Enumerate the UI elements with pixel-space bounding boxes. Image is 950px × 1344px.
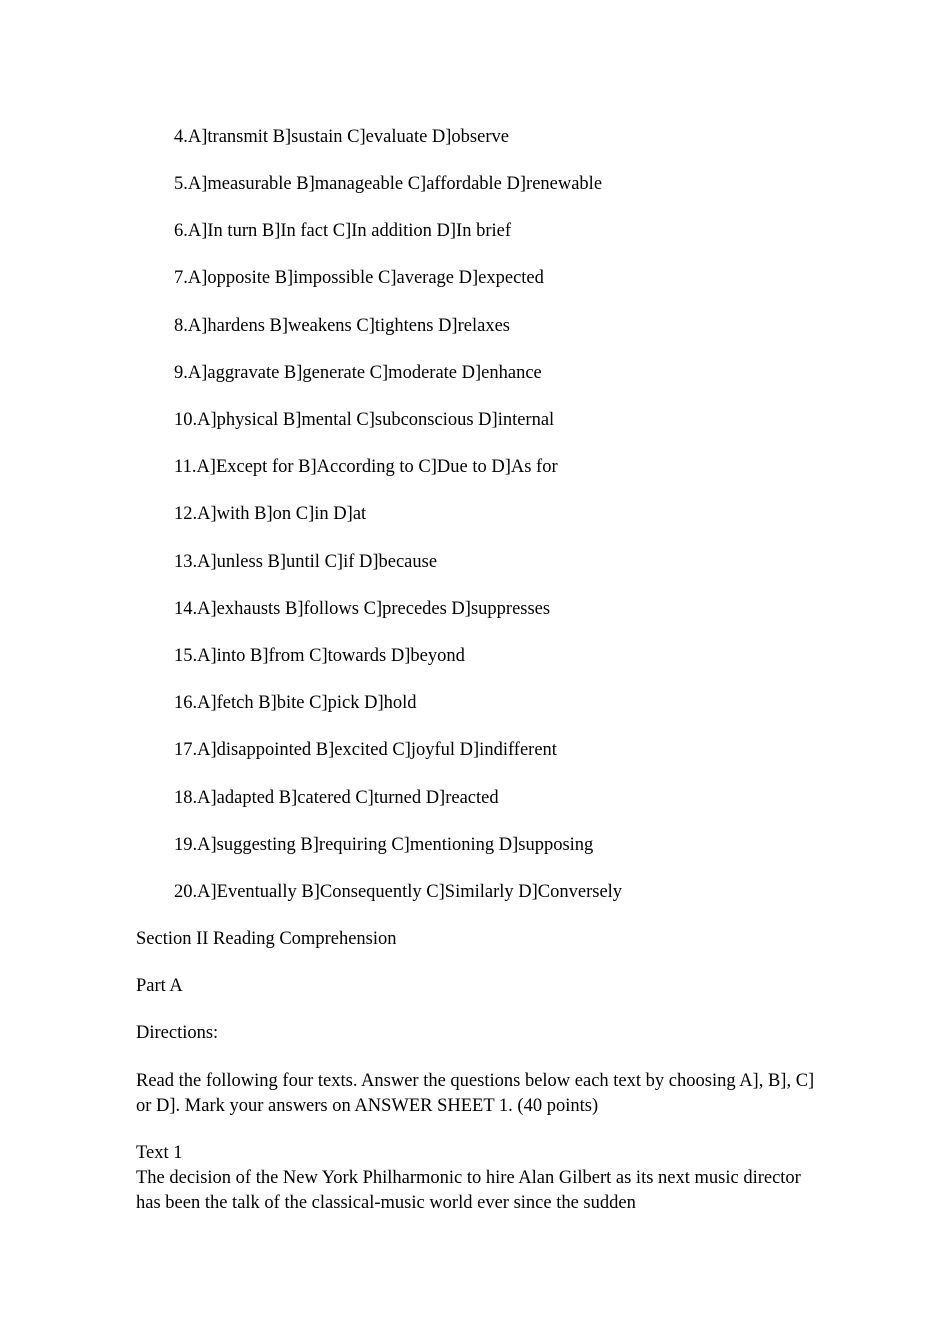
section-title: Section II Reading Comprehension xyxy=(136,929,397,949)
option-line-14: 14.A]exhausts B]follows C]precedes D]suppresses xyxy=(174,599,551,619)
option-line-18: 18.A]adapted B]catered C]turned D]reacted xyxy=(174,788,499,808)
part-title: Part A xyxy=(136,976,183,996)
option-line-5: 5.A]measurable B]manageable C]affordable D]renewable xyxy=(174,174,603,194)
directions-label: Directions: xyxy=(136,1023,219,1043)
option-line-16: 16.A]fetch B]bite C]pick D]hold xyxy=(174,693,417,713)
option-line-12: 12.A]with B]on C]in D]at xyxy=(174,504,367,524)
option-line-7: 7.A]opposite B]impossible C]average D]expected xyxy=(174,268,544,288)
option-line-9: 9.A]aggravate B]generate C]moderate D]enhance xyxy=(174,363,542,383)
option-line-8: 8.A]hardens B]weakens C]tightens D]relaxes xyxy=(174,316,510,336)
option-line-20: 20.A]Eventually B]Consequently C]Similarly D]Conversely xyxy=(174,882,623,902)
option-line-11: 11.A]Except for B]According to C]Due to D]As for xyxy=(174,457,558,477)
option-line-6: 6.A]In turn B]In fact C]In addition D]In brief xyxy=(174,221,512,241)
text1-body: The decision of the New York Philharmonic to hire Alan Gilbert as its next music director has been the talk of the classical-music world ever since the sudden xyxy=(136,1168,801,1213)
option-line-10: 10.A]physical B]mental C]subconscious D]internal xyxy=(174,410,555,430)
option-line-15: 15.A]into B]from C]towards D]beyond xyxy=(174,646,465,666)
option-line-17: 17.A]disappointed B]excited C]joyful D]indifferent xyxy=(174,740,557,760)
option-line-13: 13.A]unless B]until C]if D]because xyxy=(174,552,438,572)
option-line-4: 4.A]transmit B]sustain C]evaluate D]observe xyxy=(174,127,509,147)
text1-title: Text 1 xyxy=(136,1143,183,1163)
directions-text: Read the following four texts. Answer the questions below each text by choosing A], B], C] or D]. Mark your answers on ANSWER SHEET 1. (40 points) xyxy=(136,1071,815,1116)
option-line-19: 19.A]suggesting B]requiring C]mentioning D]supposing xyxy=(174,835,594,855)
